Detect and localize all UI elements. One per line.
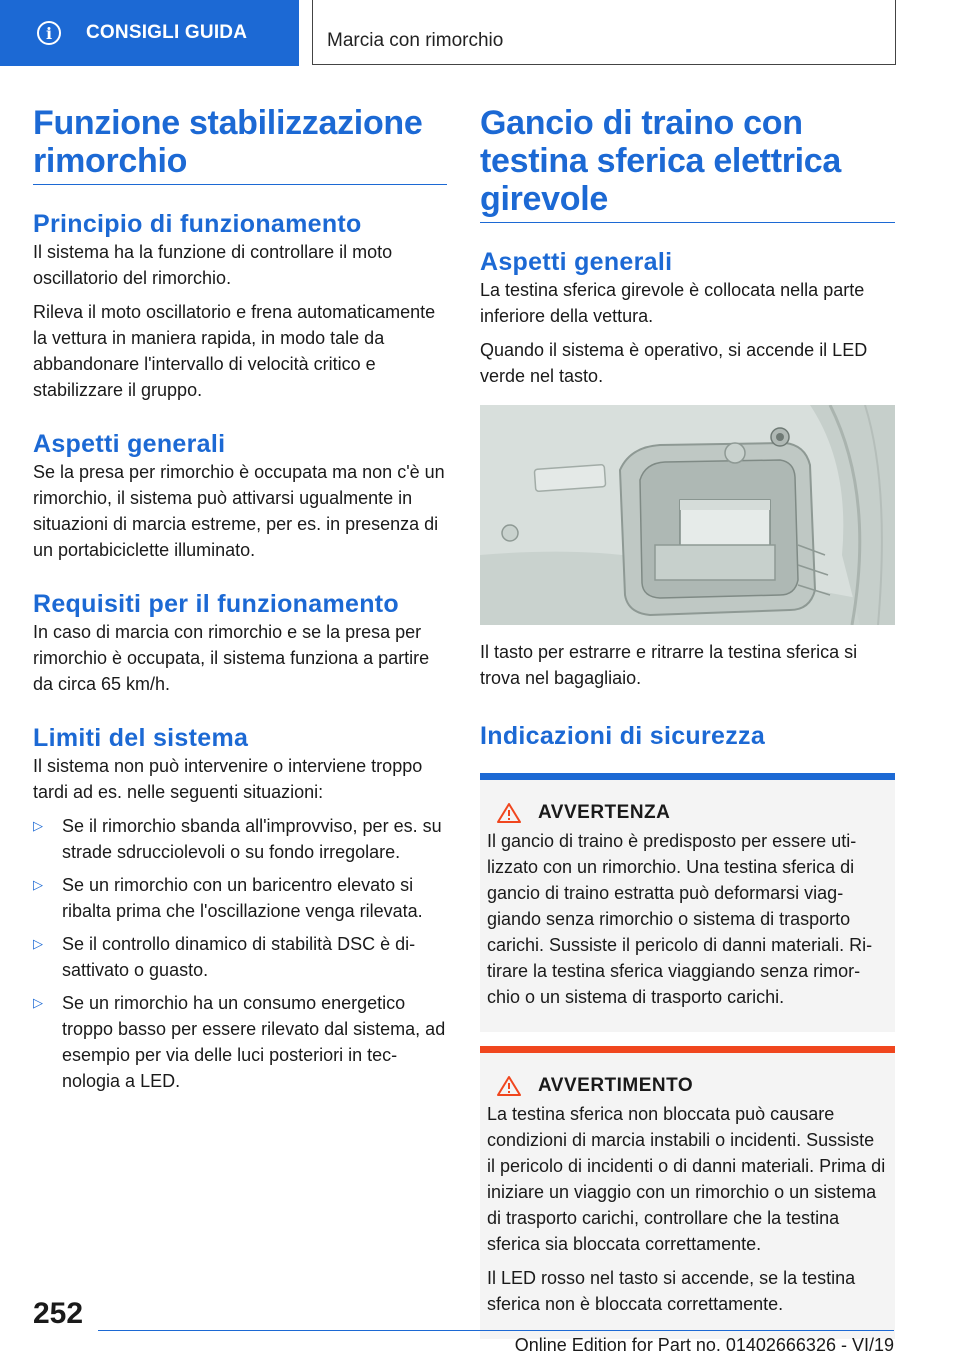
heading-general-right: Aspetti generali — [480, 248, 673, 276]
right-title: Gancio di traino con testina sferica elettrica girevole — [480, 104, 895, 223]
page-number: 252 — [33, 1297, 84, 1330]
edition-footer: Online Edition for Part no. 01402666326 - VI/19 — [514, 1335, 894, 1355]
caution-title: AVVERTIMENTO — [487, 1075, 887, 1097]
triangle-right-icon: ▷ — [33, 936, 43, 951]
paragraph: Se la presa per rimorchio è occupata ma non c'è un rimorchio, il sistema può attivarsi ugualmente in situazioni di marcia estreme, per es. in presenza di un portabiciclette illuminato. — [33, 462, 445, 560]
paragraph: Rileva il moto oscillatorio e frena automaticamente la vettura in maniera rapida, in modo tale da abbandonare l'intervallo di velocità critico e stabilizzare il gruppo. — [33, 302, 436, 400]
heading-principle: Principio di funzionamento — [33, 210, 362, 238]
warning-title: AVVERTENZA — [487, 802, 887, 824]
paragraph: La testina sferica girevole è collocata nella parte inferiore della vettura. — [480, 280, 865, 326]
info-icon: i — [37, 21, 61, 45]
paragraph: In caso di marcia con rimorchio e se la presa per rimorchio è occupata, il sistema funziona a partire da circa 65 km/h. — [33, 622, 430, 694]
section-header — [312, 0, 896, 65]
list-item: ▷ Se il rimorchio sbanda all'improvviso, per es. su strade sdrucciolevoli o su fondo irregolare. — [33, 813, 447, 865]
chapter-tab-label: CONSIGLI GUIDA — [86, 22, 248, 43]
warning-box — [480, 773, 895, 1032]
triangle-right-icon: ▷ — [33, 818, 43, 833]
footer-divider — [98, 1330, 894, 1331]
triangle-right-icon: ▷ — [33, 877, 43, 892]
caution-box — [480, 1046, 895, 1339]
warning-triangle-icon — [496, 1075, 522, 1097]
warning-text: Il gancio di traino è predisposto per essere utilizzato con un rimorchio. Una testina sferica di gancio di traino estratta può deformarsi viaggiando senza rimorchio o sistema di trasporto carichi. Sussiste il pericolo di danni materiali. Ritirare la testina sferica viaggiando senza rimorchio o un sistema di trasporto carichi. — [487, 831, 873, 1007]
paragraph: Il sistema non può intervenire o interviene troppo tardi ad es. nelle seguenti situazioni: — [33, 756, 423, 802]
paragraph: Il sistema ha la funzione di controllare il moto oscillatorio del rimorchio. — [33, 242, 393, 288]
figure-caption: Il tasto per estrarre e ritrarre la testina sferica si trova nel bagagliaio. — [480, 642, 858, 688]
left-column — [33, 104, 447, 1101]
heading-safety: Indicazioni di sicurezza — [480, 722, 766, 750]
section-title: Marcia con rimorchio — [327, 30, 504, 51]
chapter-tab[interactable] — [0, 0, 299, 66]
list-item: ▷ Se un rimorchio ha un consumo energetico troppo basso per essere rilevato dal sistema, ad esempio per via delle luci posteriori in tecnologia a LED. — [33, 990, 447, 1094]
triangle-right-icon: ▷ — [33, 995, 43, 1010]
left-title: Funzione stabilizzazione rimorchio — [33, 104, 447, 185]
list-item: ▷ Se un rimorchio con un baricentro elevato si ribalta prima che l'oscillazione venga rilevata. — [33, 872, 447, 924]
heading-requirements: Requisiti per il funzionamento — [33, 590, 399, 618]
caution-text: Il LED rosso nel tasto si accende, se la testina sferica non è bloccata correttamente. — [487, 1268, 856, 1314]
heading-limits: Limiti del sistema — [33, 724, 249, 752]
right-column — [480, 104, 895, 1339]
limits-list — [33, 813, 447, 1094]
heading-general: Aspetti generali — [33, 430, 226, 458]
caution-text: La testina sferica non bloccata può causare condizioni di marcia instabili o incidenti. Sussiste il pericolo di incidenti o di danni materiali. Prima di iniziare un viaggio con un rimorchio o un sistema di trasporto carichi, controllare che la testina sferica sia bloccata correttamente. — [487, 1104, 886, 1254]
warning-triangle-icon — [496, 802, 522, 824]
list-item: ▷ Se il controllo dinamico di stabilità DSC è disattivato o guasto. — [33, 931, 447, 983]
trunk-illustration — [480, 405, 895, 625]
paragraph: Quando il sistema è operativo, si accende il LED verde nel tasto. — [480, 340, 868, 386]
